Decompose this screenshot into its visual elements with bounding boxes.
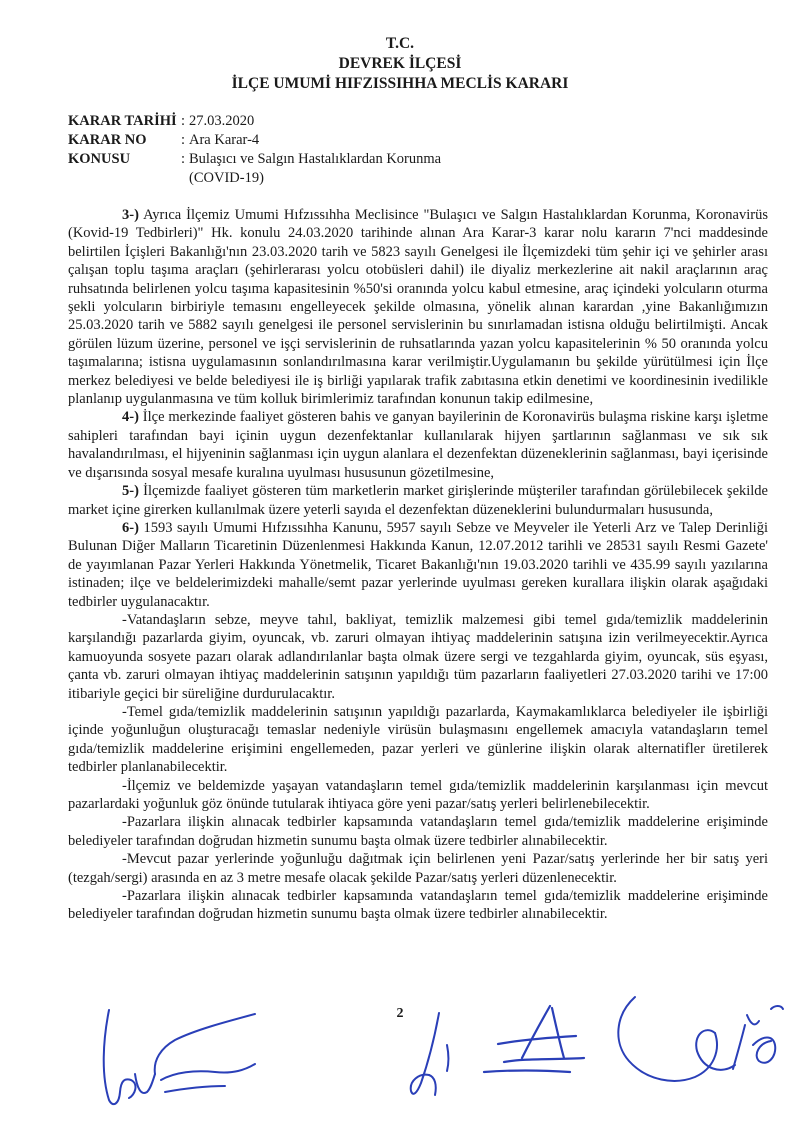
item-number: 6-) (122, 519, 139, 536)
sub-item: -Temel gıda/temizlik maddelerinin satışının yapıldığı pazarlarda, Kaymakamlıklarca belediyeler ile işbirliği içinde yoğunluğun oluşturacağı temaslar nedeniyle virüsün bulaşmasını engellemek amacıyla vatandaşların temel gıda/temizlik maddelerine erişimini engellemeden, pazar yerleri ve günlerine ilişkin olarak alternatifler üretilerek tedbirler planlanabilecektir. (68, 703, 768, 776)
sub-item: -Pazarlara ilişkin alınacak tedbirler kapsamında vatandaşların temel gıda/temizlik maddelerine erişiminde belediyeler tarafından doğrudan hizmetin sunumu başta olmak üzere tedbirler alınabilecektir. (68, 888, 768, 923)
meta-row-number: KARAR NO : Ara Karar-4 (68, 131, 748, 150)
meta-row-subject: KONUSU : Bulaşıcı ve Salgın Hastalıklardan Korunma (68, 150, 748, 169)
decision-item (68, 519, 768, 611)
document-header (0, 34, 800, 94)
item-number: 5-) (122, 483, 139, 500)
meta-value: 27.03.2020 (189, 113, 255, 129)
meta-value: Bulaşıcı ve Salgın Hastalıklardan Korunma (189, 151, 442, 167)
meta-row-date: KARAR TARİHİ : 27.03.2020 (68, 112, 748, 131)
decision-item (68, 206, 768, 408)
sub-item: -Pazarlara ilişkin alınacak tedbirler kapsamında vatandaşların temel gıda/temizlik maddelerine erişiminde belediyeler tarafından doğrudan hizmetin sunumu başta olmak üzere tedbirler alınabilecektir. (68, 814, 768, 849)
signature-2 (405, 1005, 475, 1105)
sub-item: -İlçemiz ve beldemizde yaşayan vatandaşların temel gıda/temizlik maddelerinin karşılanması için mevcut pazarlardaki yoğunluk göz önünde tutularak ihtiyaca göre yeni pazar/satış yerleri belirlenebilecektir. (68, 777, 768, 812)
item-text: 1593 sayılı Umumi Hıfzıssıhha Kanunu, 5957 sayılı Sebze ve Meyveler ile Yeterli Arz ve Talep Derinliği Bulunan Diğer Malların Ticaretinin Düzenlenmesi Hakkında Kanun, 12.07.2012 tarihli ve 28531 sayılı Resmi Gazete' de yayımlanan Pazar Yerleri Hakkında Yönetmelik, Ticaret Bakanlığı'nın 19.03.2020 tarihli ve 435.99 sayılı yazılarına istinaden; ilçe ve beldelerimizdeki mahalle/semt pazar yerlerinde uyulması gereken kurallara ilişkin olarak aşağıdaki tedbirler uygulanacaktır. (68, 519, 768, 610)
meta-key: KARAR NO (68, 132, 147, 148)
header-tc: T.C. (385, 35, 415, 52)
item-number: 3-) (122, 207, 139, 223)
header-district: DEVREK İLÇESİ (338, 55, 462, 72)
signature-1 (95, 1000, 265, 1115)
signature-3 (480, 1000, 590, 1080)
header-title: İLÇE UMUMİ HIFZISSIHHA MECLİS KARARI (231, 75, 569, 92)
decision-body (68, 206, 768, 924)
meta-key: KONUSU (68, 151, 131, 167)
signature-4 (595, 985, 795, 1095)
decision-item (68, 408, 768, 482)
page-number: 2 (396, 1006, 404, 1021)
item-number: 4-) (122, 409, 139, 426)
decision-meta (68, 112, 748, 188)
decision-item (68, 482, 768, 519)
meta-value-extra: (COVID-19) (189, 170, 264, 186)
item-text: İlçemizde faaliyet gösteren tüm marketlerin market girişlerinde müşteriler tarafından görülebilecek şekilde market içine girerken kullanılmak üzere yeterli sayıda el dezenfektan düzeneklerini bulundurmaları hususunda, (68, 483, 768, 518)
sub-item: -Mevcut pazar yerlerinde yoğunluğu dağıtmak için belirlenen yeni Pazar/satış yerlerinde her bir satış yeri (tezgah/sergi) arasında en az 3 metre mesafe olacak şekilde Pazar/satış yerleri düzenlenecektir. (68, 851, 768, 886)
meta-key: KARAR TARİHİ (68, 113, 177, 129)
meta-row-subject-extra (68, 169, 748, 188)
meta-value: Ara Karar-4 (189, 132, 260, 148)
item-text: Ayrıca İlçemiz Umumi Hıfzıssıhha Meclisince "Bulaşıcı ve Salgın Hastalıklardan Korunma, Koronavirüs (Kovid-19 Tedbirleri)" Hk. konulu 24.03.2020 tarihinde alınan Ara Karar-3 karar nolu kararın 7'nci maddesinde belirtilen İçişleri Bakanlığı'nın 23.03.2020 tarih ve 5823 sayılı Genelgesi ile İlçemizdeki tüm şehir içi ve şehirler arası çalışan toplu taşıma araçları (şehirlerarası yolcu otobüsleri dahil) ile diyaliz merkezlerine ait nakil araçlarının araç ruhsatında belirlenen yolcu taşıma kapasitesinin %50'si oranında yolcu kabul etmesine, araç içindeki yolcuların oturma şekli yolcuların birbiriyle temasını engelleyecek şekilde olmasına, yönelik alınan karardan ,yine Bakanlığımızın 25.03.2020 tarih ve 5882 sayılı genelgesi ile personel servislerinin bu sınırlamadan istisna olduğu belirtilmişti. Ancak görülen lüzum üzerine, personel ve işçi servislerinin de ruhsatlarında yazan yolcu kapasitelerinin % 50 oranında yolcu taşımalarına; istisna uygulamasının sonlandırılmasına karar verilmiştir.Uygulamanın bu şekilde yürütülmesi için İlçe merkez belediyesi ve belde belediyesi ile iş birliği yapılarak trafik zabıtasına etkin denetimi ve koordinesinin ivedilikle planlanıp uygulanmasına ve tüm kolluk birimlerimiz tarafından konunun takip edilmesine, (68, 207, 768, 408)
item-text: İlçe merkezinde faaliyet gösteren bahis ve ganyan bayilerinin de Koronavirüs bulaşma riskine karşı işletme sahipleri tarafından bayi içinin uygun dezenfektanlar kullanılarak hijyen şartlarının sağlanması ve sık sık havalandırılması, el hijyeninin sağlanması için uygun alanlara el dezenfektan düzeneklerinin sağlanması, bayi içerisinde ve dışarısında sosyal mesafe kuralına uyulması hususunun gözetilmesine, (68, 409, 768, 481)
sub-item: -Vatandaşların sebze, meyve tahıl, bakliyat, temizlik malzemesi gibi temel gıda/temizlik maddelerinin karşılandığı pazarlarda giyim, oyuncak, vb. zaruri olmayan ihtiyaç maddelerinin satışına izin verilmeyecektir.Ayrıca kamuoyunda sosyete pazarı olarak adlandırılanlar başta olmak üzere sergi ve tezgahlarda giyim, oyuncak, süs eşyası, çanta vb. zaruri olmayan ihtiyaç maddelerinin satışının yapıldığı tüm pazarların faaliyetleri 27.03.2020 tarihi ve 17:00 itibariyle geçici bir süreliğine durdurulacaktır. (68, 611, 768, 702)
